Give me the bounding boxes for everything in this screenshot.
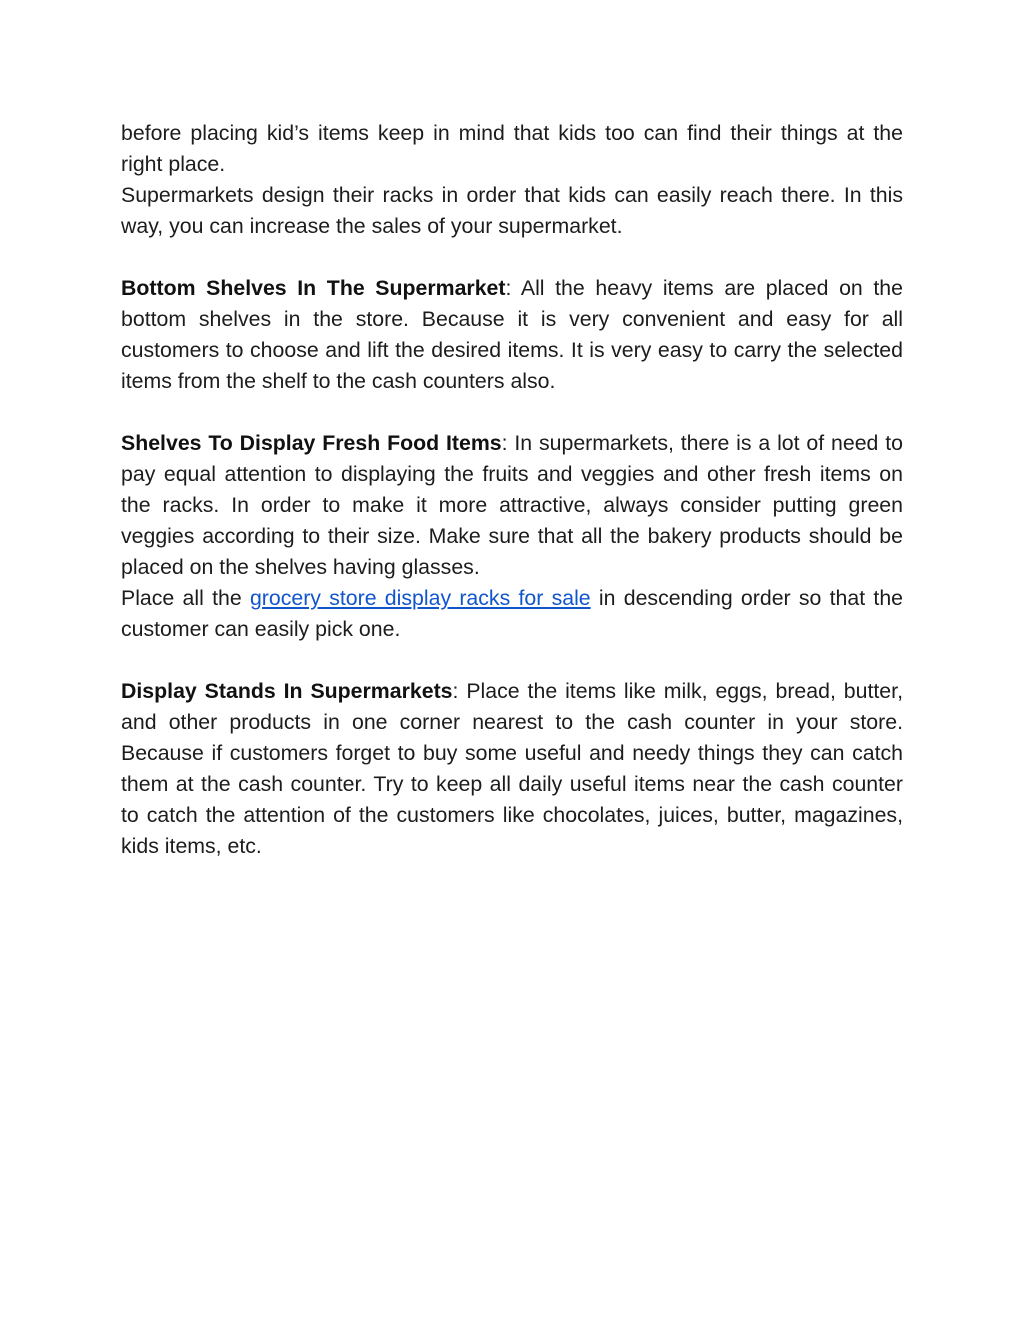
- grocery-racks-link[interactable]: grocery store display racks for sale: [249, 586, 591, 610]
- display-stands-paragraph: [121, 676, 903, 862]
- link-suffix-text: in descending order so that the customer can easily pick one.: [121, 586, 904, 641]
- paragraph-spacer: [121, 645, 903, 676]
- bottom-shelves-heading: Bottom Shelves In The Supermarket: [121, 276, 506, 300]
- fresh-food-paragraph: [121, 428, 903, 583]
- display-racks-paragraph: [121, 583, 903, 645]
- intro-paragraph-2: Supermarkets design their racks in order that kids can easily reach there. In this way, you can increase the sales of your supermarket.: [121, 183, 903, 238]
- bottom-shelves-body: : All the heavy items are placed on the bottom shelves in the store. Because it is very convenient and easy for all customers to choose and lift the desired items. It is very easy to carry the selected items from the shelf to the cash counters also.: [121, 276, 903, 393]
- paragraph-spacer: [121, 397, 903, 428]
- document-page: [121, 118, 903, 862]
- fresh-food-heading: Shelves To Display Fresh Food Items: [121, 431, 502, 455]
- intro-paragraph-1: before placing kid’s items keep in mind that kids too can find their things at the right place.: [121, 121, 903, 176]
- display-stands-heading: Display Stands In Supermarkets: [121, 679, 453, 703]
- paragraph-spacer: [121, 242, 903, 273]
- link-prefix-text: Place all the: [121, 586, 250, 610]
- bottom-shelves-paragraph: [121, 273, 903, 397]
- fresh-food-body: : In supermarkets, there is a lot of need to pay equal attention to displaying the fruits and veggies and other fresh items on the racks. In order to make it more attractive, always consider putting green veggies according to their size. Make sure that all the bakery products should be placed on the shelves having glasses.: [121, 431, 904, 579]
- display-stands-body: : Place the items like milk, eggs, bread, butter, and other products in one corner nearest to the cash counter in your store. Because if customers forget to buy some useful and needy things they can catch them at the cash counter. Try to keep all daily useful items near the cash counter to catch the attention of the customers like chocolates, juices, butter, magazines, kids items, etc.: [121, 679, 903, 858]
